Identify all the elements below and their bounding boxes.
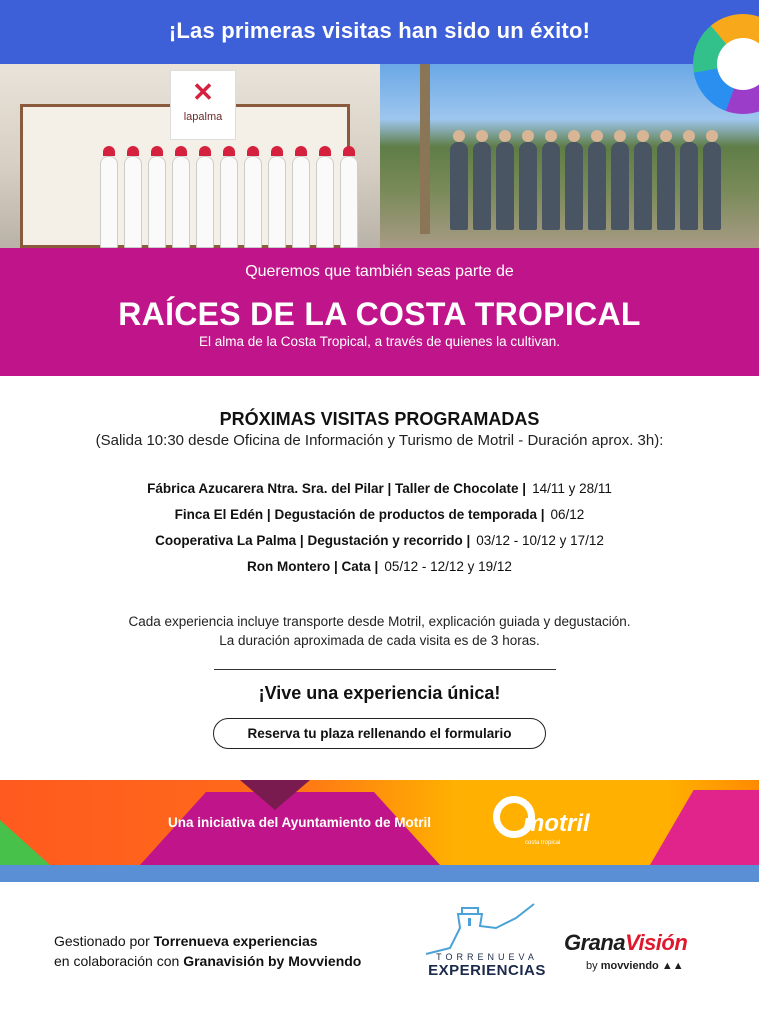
- top-banner: [0, 0, 759, 64]
- motril-logo-sub: costa tropical: [525, 840, 561, 846]
- motril-logo: [493, 796, 593, 846]
- grana-word-a: Grana: [564, 930, 626, 955]
- granavision-by: [586, 960, 684, 972]
- managed-bold: Torrenueva experiencias: [153, 933, 318, 949]
- visit-dates: 03/12 - 10/12 y 17/12: [476, 533, 604, 548]
- person: [148, 156, 166, 248]
- visit-dates: 05/12 - 12/12 y 19/12: [384, 559, 512, 574]
- grana-brand: movviendo: [600, 960, 659, 972]
- visit-dates: 06/12: [550, 507, 585, 522]
- torrenueva-big: EXPERIENCIAS: [428, 962, 546, 979]
- lapalma-logo-icon: ✕: [192, 77, 214, 107]
- collab-bold: Granavisión by Movviendo: [183, 953, 362, 969]
- person: [244, 156, 262, 248]
- schedule-section: [0, 376, 759, 780]
- visit-name: Ron Montero | Cata |: [247, 559, 379, 574]
- tower-icon: [420, 898, 550, 958]
- footer: [0, 882, 759, 1024]
- collab-prefix: en colaboración con: [54, 953, 184, 969]
- visitor-group: [100, 156, 358, 248]
- visit-dates: 14/11 y 28/11: [532, 481, 612, 496]
- decorative-shape: [0, 820, 50, 865]
- visit-name: Finca El Edén | Degustación de productos de temporada |: [174, 507, 545, 522]
- blue-band: [0, 865, 759, 882]
- visit-list: [0, 479, 759, 583]
- person: [680, 142, 698, 230]
- decorative-shape: [650, 790, 759, 865]
- initiative-text: Una iniciativa del Ayuntamiento de Motril: [168, 815, 432, 830]
- person: [268, 156, 286, 248]
- granavision-logo: [564, 930, 714, 980]
- reserve-button[interactable]: Reserva tu plaza rellenando el formulario: [213, 718, 546, 749]
- person: [496, 142, 514, 230]
- schedule-description: [0, 612, 759, 650]
- managed-by-text: [54, 931, 361, 971]
- torrenueva-small: TORRENUEVA: [436, 952, 538, 962]
- managed-prefix: Gestionado por: [54, 933, 154, 949]
- photo-cooperative-visit: [0, 64, 380, 248]
- person: [220, 156, 238, 248]
- lapalma-sign: [170, 70, 236, 140]
- motril-logo-word: motril: [523, 810, 590, 837]
- person: [473, 142, 491, 230]
- grana-word-b: Visión: [625, 930, 688, 955]
- person: [100, 156, 118, 248]
- person: [565, 142, 583, 230]
- movviendo-icon: ▲▲: [661, 960, 684, 972]
- description-line-2: La duración aproximada de cada visita es de 3 horas.: [219, 633, 540, 648]
- person: [450, 142, 468, 230]
- hero-pretitle: Queremos que también seas parte de: [245, 263, 514, 280]
- hero-headline: RAÍCES DE LA COSTA TROPICAL: [118, 296, 641, 332]
- person: [588, 142, 606, 230]
- visit-item: [0, 557, 759, 583]
- person: [519, 142, 537, 230]
- person: [542, 142, 560, 230]
- hero-subtitle: El alma de la Costa Tropical, a través de quienes la cultivan.: [199, 334, 560, 349]
- visit-name: Cooperativa La Palma | Degustación y recorrido |: [155, 533, 471, 548]
- outdoor-group: [450, 142, 721, 230]
- person: [124, 156, 142, 248]
- managed-line: [54, 931, 361, 951]
- visit-name: Fábrica Azucarera Ntra. Sra. del Pilar | Taller de Chocolate |: [147, 481, 527, 496]
- description-line-1: Cada experiencia incluye transporte desde Motril, explicación guiada y degustación.: [128, 614, 631, 629]
- person: [634, 142, 652, 230]
- person: [703, 142, 721, 230]
- collab-line: [54, 951, 361, 971]
- person: [340, 156, 358, 248]
- grana-by: by: [586, 960, 598, 972]
- granavision-word: [564, 930, 687, 956]
- cta-heading: ¡Vive una experiencia única!: [258, 683, 501, 703]
- person: [172, 156, 190, 248]
- visit-item: [0, 531, 759, 557]
- visit-item: [0, 505, 759, 531]
- person: [196, 156, 214, 248]
- person: [316, 156, 334, 248]
- visit-item: [0, 479, 759, 505]
- torrenueva-logo: [420, 898, 550, 992]
- hero-section: [0, 248, 759, 376]
- divider: [214, 669, 556, 670]
- sign-text: lapalma: [183, 111, 223, 123]
- schedule-note: (Salida 10:30 desde Oficina de Información y Turismo de Motril - Duración aprox. 3h):: [95, 432, 664, 449]
- schedule-heading: PRÓXIMAS VISITAS PROGRAMADAS: [219, 409, 540, 429]
- banner-title: ¡Las primeras visitas han sido un éxito!: [168, 18, 591, 43]
- person: [657, 142, 675, 230]
- palm-tree: [420, 64, 430, 234]
- photo-strip: [0, 64, 759, 248]
- person: [611, 142, 629, 230]
- initiative-band: [0, 780, 759, 865]
- person: [292, 156, 310, 248]
